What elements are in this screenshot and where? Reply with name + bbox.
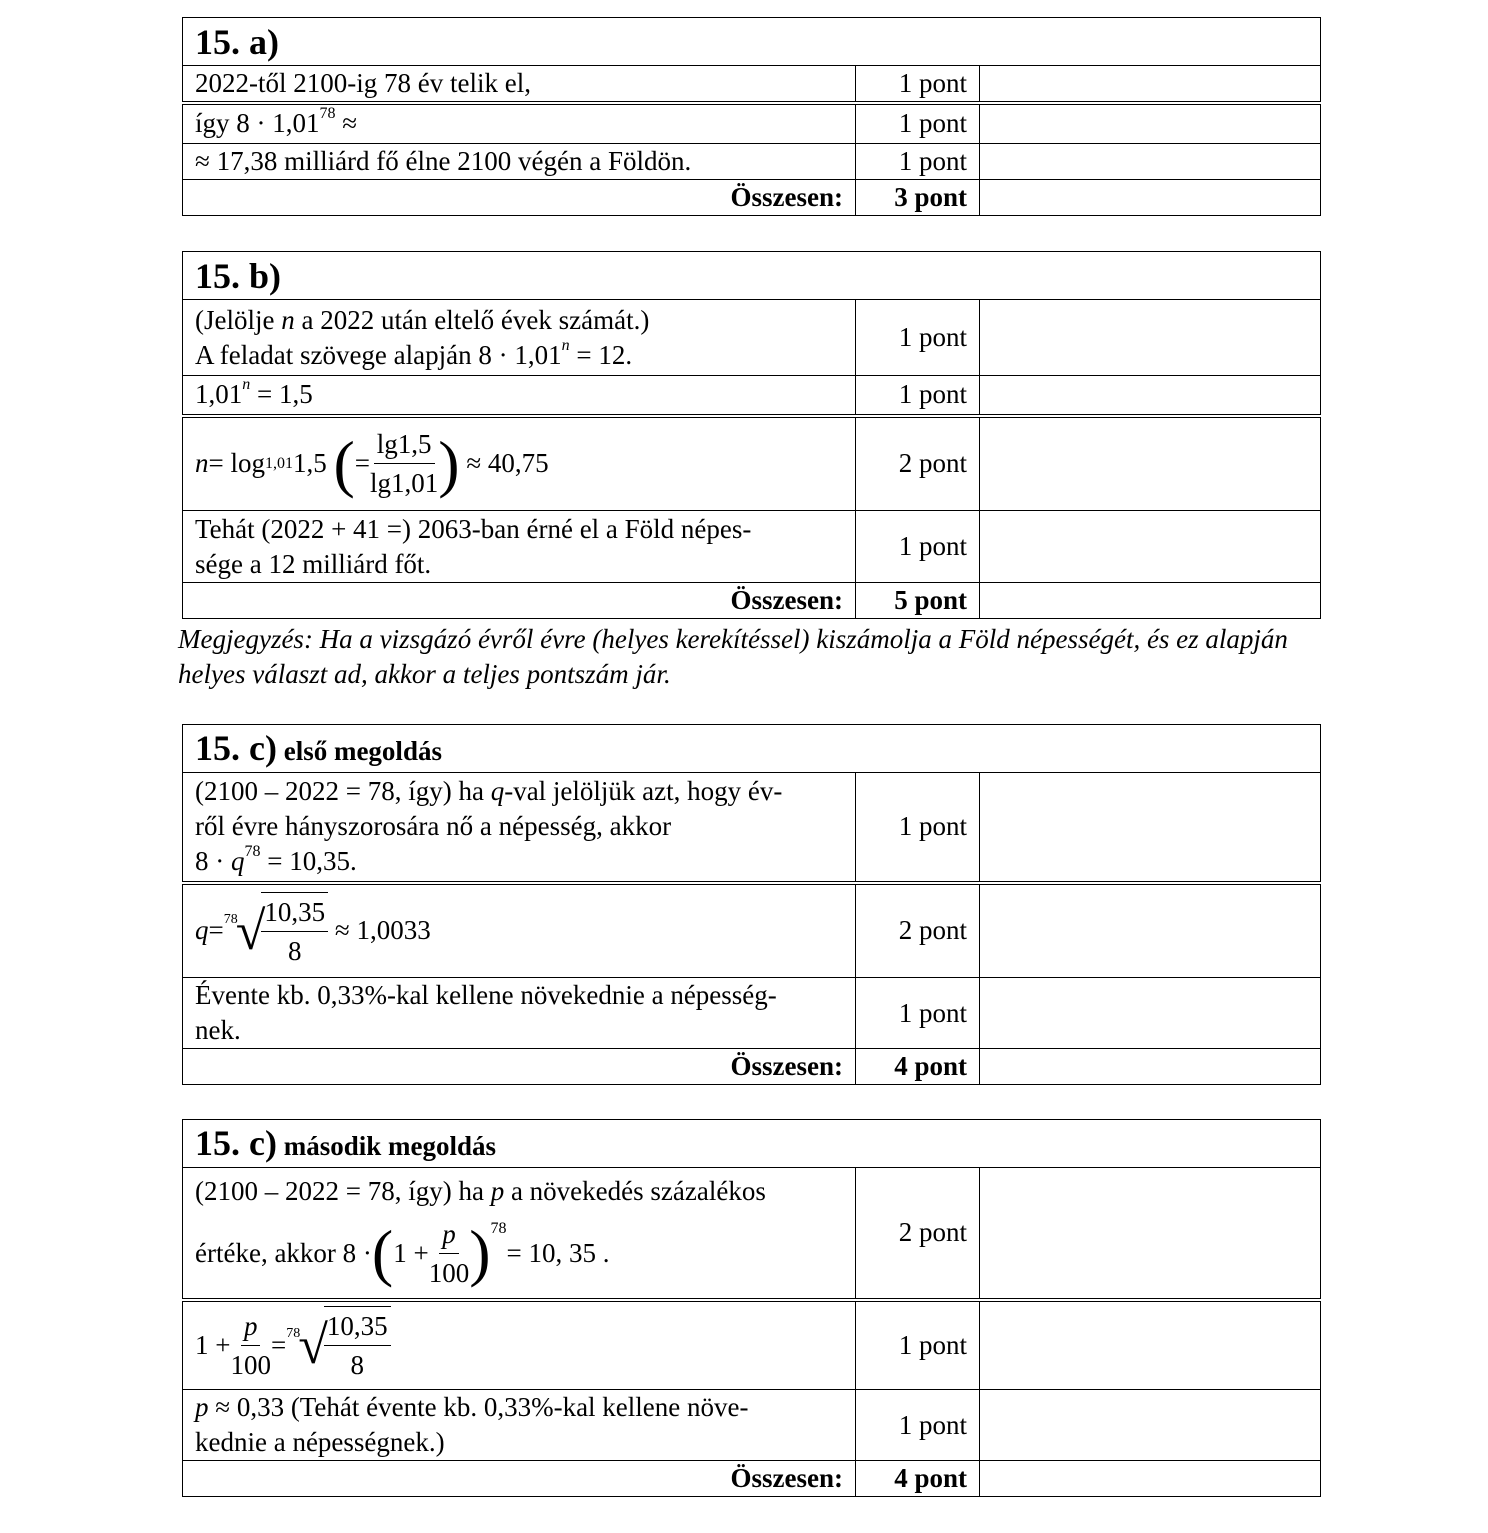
solution-step: Évente kb. 0,33%-kal kellene növekednie a népesség- nek. <box>183 978 856 1049</box>
step-points: 1 pont <box>856 773 980 883</box>
fraction: $\frac{p}{100}$ <box>230 1307 271 1384</box>
solution-step: $1,01^n = 1,5$ <box>183 376 856 416</box>
grader-cell <box>980 773 1321 883</box>
grader-cell <box>980 1168 1321 1300</box>
solution-step: (Jelölje n a 2022 után eltelő évek számát.) A feladat szövege alapján $8 \cdot 1,01^n = 12$. <box>183 300 856 376</box>
solution-table-15a <box>182 17 1321 216</box>
total-points: 5 pont <box>856 583 980 619</box>
right-paren: ) <box>469 1217 491 1289</box>
grading-note: Megjegyzés: Ha a vizsgázó évről évre (helyes kerekítéssel) kiszámolja a Föld népességét, és ez alapján helyes választ ad, akkor a teljes pontszám jár. <box>178 624 1288 689</box>
solution-step: (2100 – 2022 = 78, így) ha p a növekedés százalékos értéke, akkor 8 · ( 1 + $\frac{p}{100}$ ) 78 = 10, 35 . <box>183 1168 856 1300</box>
root-expression: 78 √ $\frac{10,35}{8}$ <box>286 1306 390 1384</box>
section-heading: 15. b) <box>183 252 1321 300</box>
total-label: Összesen: <box>183 1049 856 1085</box>
step-points: 1 pont <box>856 143 980 179</box>
step-points: 2 pont <box>856 1168 980 1300</box>
section-heading: 15. c) második megoldás <box>183 1120 1321 1168</box>
section-heading: 15. c) első megoldás <box>183 725 1321 773</box>
grader-cell <box>980 883 1321 978</box>
solution-step: 2022-től 2100-ig 78 év telik el, <box>183 66 856 104</box>
root-expression: 78 √ $\frac{10,35}{8}$ <box>224 892 328 970</box>
grader-cell <box>980 179 1321 215</box>
grader-cell <box>980 1049 1321 1085</box>
solution-table-15b <box>182 251 1321 619</box>
grader-cell <box>980 1390 1321 1461</box>
step-points: 1 pont <box>856 376 980 416</box>
grader-cell <box>980 376 1321 416</box>
grader-cell <box>980 143 1321 179</box>
exponent: 78 <box>490 1219 507 1237</box>
solution-step: így $8 \cdot 1,01^{78}$ ≈ <box>183 103 856 143</box>
solution-step: Tehát (2022 + 41 =) 2063-ban érné el a Föld népes- sége a 12 milliárd főt. <box>183 511 856 583</box>
step-points: 1 pont <box>856 978 980 1049</box>
grader-cell <box>980 300 1321 376</box>
solution-table-15c-first <box>182 724 1321 1085</box>
step-points: 1 pont <box>856 66 980 104</box>
step-points: 1 pont <box>856 300 980 376</box>
solution-step: (2100 – 2022 = 78, így) ha q-val jelöljük azt, hogy év- ről évre hányszorosára nő a népesség, akkor $8 \cdot q^{78} = 10,35$. <box>183 773 856 883</box>
step-points: 1 pont <box>856 1300 980 1390</box>
step-points: 1 pont <box>856 511 980 583</box>
total-points: 3 pont <box>856 179 980 215</box>
grader-cell <box>980 583 1321 619</box>
section-heading: 15. a) <box>183 18 1321 66</box>
right-paren: ) <box>438 427 460 499</box>
grader-cell <box>980 511 1321 583</box>
total-label: Összesen: <box>183 583 856 619</box>
solution-step: ≈ 17,38 milliárd fő élne 2100 végén a Földön. <box>183 143 856 179</box>
grader-cell <box>980 1300 1321 1390</box>
total-label: Összesen: <box>183 179 856 215</box>
solution-step: 1 + $\frac{p}{100}$ = 78 √ $\frac{10,35}{8}$ <box>183 1300 856 1390</box>
total-points: 4 pont <box>856 1049 980 1085</box>
fraction: $\frac{p}{100}$ <box>429 1215 470 1292</box>
left-paren: ( <box>333 427 355 499</box>
solution-step: q = 78 √ $\frac{10,35}{8}$ ≈ 1,0033 <box>183 883 856 978</box>
step-points: 2 pont <box>856 416 980 511</box>
fraction: $\frac{\lg 1,5}{\lg 1,01}$ <box>370 425 438 502</box>
total-label: Összesen: <box>183 1461 856 1497</box>
step-points: 1 pont <box>856 103 980 143</box>
step-points: 1 pont <box>856 1390 980 1461</box>
solution-table-15c-second <box>182 1119 1321 1497</box>
solution-step: p ≈ 0,33 (Tehát évente kb. 0,33%-kal kellene növe- kednie a népességnek.) <box>183 1390 856 1461</box>
grader-cell <box>980 66 1321 104</box>
step-points: 2 pont <box>856 883 980 978</box>
grader-cell <box>980 978 1321 1049</box>
solution-step: n = log 1,01 1,5 ( = $\frac{\lg 1,5}{\lg 1,01}$ ) ≈ 40,75 <box>183 416 856 511</box>
left-paren: ( <box>371 1217 394 1289</box>
grader-cell <box>980 103 1321 143</box>
total-points: 4 pont <box>856 1461 980 1497</box>
grader-cell <box>980 416 1321 511</box>
grader-cell <box>980 1461 1321 1497</box>
